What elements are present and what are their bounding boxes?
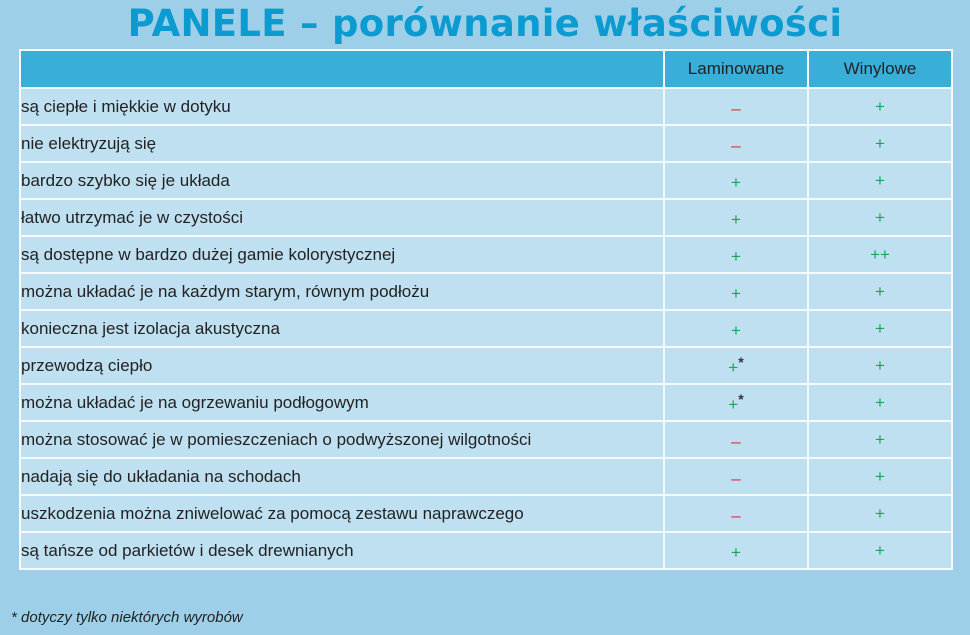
- laminowane-cell: [664, 495, 808, 532]
- footnote-asterisk: *: [738, 390, 744, 407]
- table-row: [20, 384, 952, 421]
- table-header-row: [20, 50, 952, 88]
- laminowane-cell: [664, 458, 808, 495]
- plus-mark: +: [728, 357, 739, 377]
- plus-mark: +: [728, 394, 739, 414]
- table-row: [20, 199, 952, 236]
- table-row: [20, 347, 952, 384]
- plus-mark: +: [875, 318, 885, 338]
- winylowe-cell: [808, 199, 952, 236]
- minus-mark: –: [731, 468, 741, 488]
- table-row: [20, 421, 952, 458]
- property-label: uszkodzenia można zniwelować za pomocą zestawu naprawczego: [20, 495, 664, 532]
- plus-mark: +: [875, 207, 885, 227]
- table-row: [20, 162, 952, 199]
- plus-mark: +: [731, 209, 741, 229]
- plus-mark: +: [875, 540, 885, 560]
- property-label: można układać je na ogrzewaniu podłogowym: [20, 384, 664, 421]
- plus-mark: +: [731, 320, 741, 340]
- header-property: [20, 50, 664, 88]
- plus-mark: +: [875, 429, 885, 449]
- laminowane-cell: [664, 384, 808, 421]
- plus-mark: +: [731, 283, 741, 303]
- plus-mark: ++: [870, 244, 890, 264]
- minus-mark: –: [731, 98, 741, 118]
- minus-mark: –: [731, 431, 741, 451]
- winylowe-cell: [808, 458, 952, 495]
- laminowane-cell: [664, 88, 808, 125]
- table-row: [20, 532, 952, 569]
- header-winylowe: Winylowe: [808, 50, 952, 88]
- laminowane-cell: [664, 236, 808, 273]
- table-row: [20, 310, 952, 347]
- property-label: nie elektryzują się: [20, 125, 664, 162]
- plus-mark: +: [731, 542, 741, 562]
- plus-mark: +: [731, 246, 741, 266]
- comparison-table: [19, 49, 953, 570]
- table-row: [20, 236, 952, 273]
- plus-mark: +: [731, 172, 741, 192]
- property-label: nadają się do układania na schodach: [20, 458, 664, 495]
- table-row: [20, 125, 952, 162]
- laminowane-cell: [664, 199, 808, 236]
- page-title: PANELE – porównanie właściwości: [127, 2, 843, 45]
- table-row: [20, 495, 952, 532]
- winylowe-cell: [808, 495, 952, 532]
- plus-mark: +: [875, 466, 885, 486]
- footnote-asterisk: *: [738, 353, 744, 370]
- laminowane-cell: [664, 347, 808, 384]
- header-laminowane: Laminowane: [664, 50, 808, 88]
- property-label: przewodzą ciepło: [20, 347, 664, 384]
- winylowe-cell: [808, 310, 952, 347]
- winylowe-cell: [808, 273, 952, 310]
- laminowane-cell: [664, 532, 808, 569]
- property-label: są tańsze od parkietów i desek drewnianych: [20, 532, 664, 569]
- property-label: można stosować je w pomieszczeniach o podwyższonej wilgotności: [20, 421, 664, 458]
- winylowe-cell: [808, 162, 952, 199]
- laminowane-cell: [664, 273, 808, 310]
- laminowane-cell: [664, 421, 808, 458]
- property-label: są ciepłe i miękkie w dotyku: [20, 88, 664, 125]
- plus-mark: +: [875, 355, 885, 375]
- winylowe-cell: [808, 421, 952, 458]
- plus-mark: +: [875, 133, 885, 153]
- plus-mark: +: [875, 281, 885, 301]
- plus-mark: +: [875, 503, 885, 523]
- minus-mark: –: [731, 135, 741, 155]
- plus-mark: +: [875, 96, 885, 116]
- minus-mark: –: [731, 505, 741, 525]
- footnote: * dotyczy tylko niektórych wyrobów: [11, 609, 243, 626]
- table-row: [20, 88, 952, 125]
- property-label: bardzo szybko się je układa: [20, 162, 664, 199]
- laminowane-cell: [664, 310, 808, 347]
- plus-mark: +: [875, 170, 885, 190]
- laminowane-cell: [664, 125, 808, 162]
- property-label: konieczna jest izolacja akustyczna: [20, 310, 664, 347]
- winylowe-cell: [808, 347, 952, 384]
- table-row: [20, 273, 952, 310]
- winylowe-cell: [808, 88, 952, 125]
- winylowe-cell: [808, 125, 952, 162]
- property-label: są dostępne w bardzo dużej gamie kolorystycznej: [20, 236, 664, 273]
- winylowe-cell: [808, 384, 952, 421]
- laminowane-cell: [664, 162, 808, 199]
- winylowe-cell: [808, 532, 952, 569]
- table-row: [20, 458, 952, 495]
- winylowe-cell: [808, 236, 952, 273]
- property-label: można układać je na każdym starym, równym podłożu: [20, 273, 664, 310]
- plus-mark: +: [875, 392, 885, 412]
- property-label: łatwo utrzymać je w czystości: [20, 199, 664, 236]
